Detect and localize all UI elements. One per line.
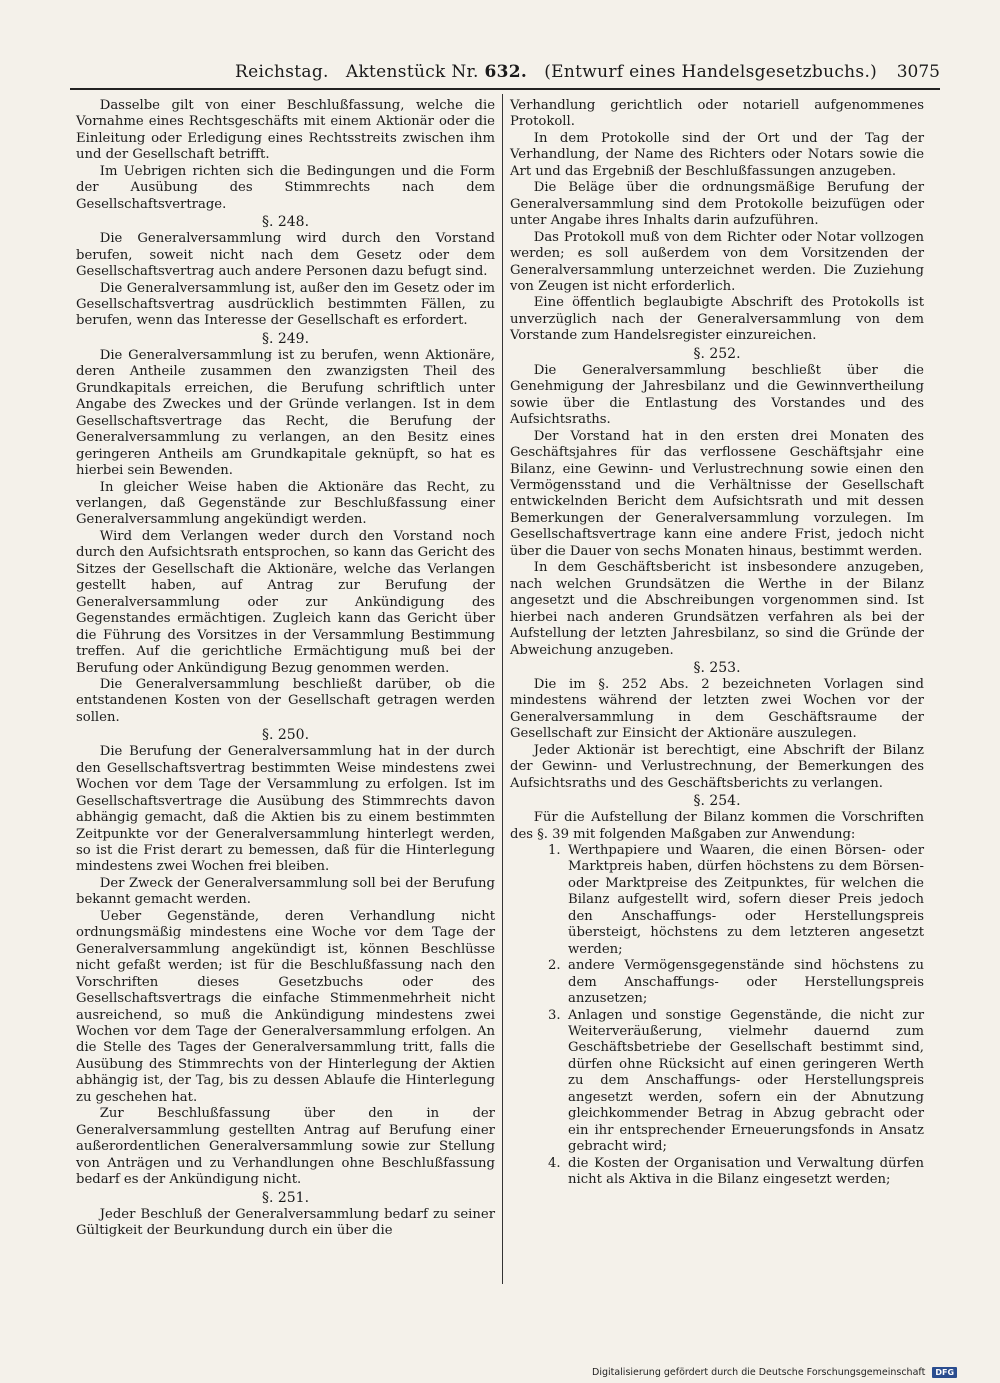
list-item xyxy=(548,1155,924,1189)
paragraph: Die Generalversammlung beschließt darüber, ob die entstandenen Kosten von der Gesellschaft getragen werden sollen. xyxy=(76,676,495,725)
header-title xyxy=(235,62,877,82)
paragraph: Die Generalversammlung wird durch den Vorstand berufen, soweit nicht nach dem Gesetz oder dem Gesellschaftsvertrag auch andere Personen dazu befugt sind. xyxy=(76,231,495,280)
page-number: 3075 xyxy=(896,62,940,82)
paragraph: Die Generalversammlung beschließt über die Genehmigung der Jahresbilanz und die Gewinnvertheilung sowie über die Entlastung des Vorstandes und des Aufsichtsraths. xyxy=(510,362,924,428)
dfg-logo: DFG xyxy=(932,1367,957,1378)
list-item-text: die Kosten der Organisation und Verwaltung dürfen nicht als Aktiva in die Bilanz eingesetzt werden; xyxy=(568,1155,924,1188)
paragraph: Jeder Beschluß der Generalversammlung bedarf zu seiner Gültigkeit der Beurkundung durch ein über die xyxy=(76,1206,495,1238)
list-item-text: andere Vermögensgegenstände sind höchstens zu dem Anschaffungs- oder Herstellungspreis anzusetzen; xyxy=(568,958,924,1007)
paragraph: Der Zweck der Generalversammlung soll bei der Berufung bekannt gemacht werden. xyxy=(76,875,495,908)
section-heading-250: §. 250. xyxy=(261,727,310,744)
list-item-number: 2. xyxy=(548,958,561,974)
section-heading-254: §. 254. xyxy=(693,793,741,810)
list-item xyxy=(548,958,924,1007)
header-aktenstueck: Aktenstück Nr. xyxy=(345,62,479,82)
section-heading-252: §. 252. xyxy=(693,345,741,362)
paragraph: Der Vorstand hat in den ersten drei Monaten des Geschäftsjahres für das verflossene Geschäftsjahr eine Bilanz, eine Gewinn- und Verlustrechnung sowie einen den Vermögensstand und die Verhältnisse der Gesellschaft entwickelnden Bericht dem Aufsichtsrath und mit dessen Bemerkungen der Generalversammlung vorzulegen. Im Gesellschaftsvertrage kann eine andere Frist, jedoch nicht über die Dauer von sechs Monaten hinaus, bestimmt werden. xyxy=(510,428,924,559)
section-heading-251: §. 251. xyxy=(261,1189,310,1206)
paragraph: Das Protokoll muß von dem Richter oder Notar vollzogen werden; es soll außerdem von dem Vorsitzenden der Generalversammlung unterzeichnet werden. Die Zuziehung von Zeugen ist nicht erforderlich. xyxy=(510,229,924,294)
header-reichstag: Reichstag. xyxy=(235,62,329,82)
paragraph: Im Uebrigen richten sich die Bedingungen und die Form der Ausübung des Stimmrechts nach dem Gesellschaftsvertrage. xyxy=(76,163,495,212)
paragraph: Ueber Gegenstände, deren Verhandlung nicht ordnungsmäßig mindestens eine Woche vor dem Tage der Generalversammlung angekündigt ist, können Beschlüsse nicht gefaßt werden; ist für die Beschlußfassung nach den Vorschriften dieses Gesetzbuchs oder des Gesellschaftsvertrags die einfache Stimmenmehrheit nicht ausreichend, so muß die Ankündigung mindestens zwei Wochen vor dem Tage der Generalversammlung erfolgen. An die Stelle des Tages der Generalversammlung tritt, falls die Ausübung des Stimmrechts von der Hinterlegung der Aktien abhängig ist, der Tag, bis zu dessen Ablaufe die Hinterlegung zu geschehen hat. xyxy=(76,908,495,1105)
list-item-number: 1. xyxy=(548,843,561,859)
paragraph: In dem Protokolle sind der Ort und der Tag der Verhandlung, der Name des Richters oder Notars sowie die Art und das Ergebniß der Beschlußfassungen anzugeben. xyxy=(510,130,924,179)
section-heading-249: §. 249. xyxy=(261,330,310,347)
paragraph: Die Berufung der Generalversammlung hat in der durch den Gesellschaftsvertrag bestimmten Weise mindestens zwei Wochen vor dem Tage der Versammlung zu erfolgen. Ist im Gesellschaftsvertrage die Ausübung des Stimmrechts davon abhängig gemacht, daß die Aktien bis zu einem bestimmten Zeitpunkte vor der Generalversammlung hinterlegt werden, so ist die Frist derart zu bemessen, daß für die Hinterlegung mindestens zwei Wochen frei bleiben. xyxy=(76,744,495,875)
paragraph: Die Generalversammlung ist zu berufen, wenn Aktionäre, deren Antheile zusammen den zwanzigsten Theil des Grundkapitals erreichen, die Berufung schriftlich unter Angabe des Zweckes und der Gründe verlangen. Ist in dem Gesellschaftsvertrage das Recht, die Berufung der Generalversammlung zu verlangen, an den Besitz eines geringeren Antheils am Grundkapitale geknüpft, so hat es hierbei sein Bewenden. xyxy=(76,347,495,479)
list-item xyxy=(548,1007,924,1156)
paragraph: Die Beläge über die ordnungsmäßige Berufung der Generalversammlung sind dem Protokolle beizufügen oder unter Angabe ihres Inhalts darin aufzuführen. xyxy=(510,180,924,229)
paragraph: Dasselbe gilt von einer Beschlußfassung, welche die Vornahme eines Rechtsgeschäfts mit einem Aktionär oder die Einleitung oder Erledigung eines Rechtsstreits zwischen ihm und der Gesellschaft betrifft. xyxy=(76,98,495,163)
column-divider xyxy=(502,94,503,1284)
paragraph: Jeder Aktionär ist berechtigt, eine Abschrift der Bilanz der Gewinn- und Verlustrechnung, der Bemerkungen des Aufsichtsraths und des Geschäftsberichts zu verlangen. xyxy=(510,742,924,791)
paragraph: Eine öffentlich beglaubigte Abschrift des Protokolls ist unverzüglich nach der Generalversammlung von dem Vorstande zum Handelsregister einzureichen. xyxy=(510,295,924,344)
header-number: 632. xyxy=(484,62,528,82)
paragraph: In gleicher Weise haben die Aktionäre das Recht, zu verlangen, daß Gegenstände zur Beschlußfassung einer Generalversammlung angekündigt werden. xyxy=(76,479,495,528)
paragraph: Wird dem Verlangen weder durch den Vorstand noch durch den Aufsichtsrath entsprochen, so kann das Gericht des Sitzes der Gesellschaft die Aktionäre, welche das Verlangen gestellt haben, auf Antrag zur Berufung der Generalversammlung oder zur Ankündigung des Gegenstandes ermächtigen. Zugleich kann das Gericht über die Führung des Vorsitzes in der Versammlung Bestimmung treffen. Auf die gerichtliche Ermächtigung muß bei der Berufung oder Ankündigung Bezug genommen werden. xyxy=(76,528,495,676)
list-item-number: 3. xyxy=(548,1007,561,1023)
header-subtitle: (Entwurf eines Handelsgesetzbuchs.) xyxy=(544,62,878,82)
paragraph: Für die Aufstellung der Bilanz kommen die Vorschriften des §. 39 mit folgenden Maßgaben zur Anwendung: xyxy=(510,810,924,842)
list-item-number: 4. xyxy=(548,1155,561,1171)
right-column xyxy=(510,98,924,1189)
section-heading-248: §. 248. xyxy=(261,214,310,231)
digitization-footer xyxy=(592,1367,957,1378)
left-column xyxy=(76,98,495,1239)
paragraph: In dem Geschäftsbericht ist insbesondere anzugeben, nach welchen Grundsätzen die Werthe in der Bilanz angesetzt und die Abschreibungen vorgenommen sind. Ist hierbei nach anderen Grundsätzen verfahren als bei der Aufstellung der letzten Jahresbilanz, so sind die Gründe der Abweichung anzugeben. xyxy=(510,560,924,658)
paragraph: Verhandlung gerichtlich oder notariell aufgenommenes Protokoll. xyxy=(510,98,924,130)
paragraph: Zur Beschlußfassung über den in der Generalversammlung gestellten Antrag auf Berufung einer außerordentlichen Generalversammlung sowie zur Stellung von Anträgen und zu Verhandlungen ohne Beschlußfassung bedarf es der Ankündigung nicht. xyxy=(76,1106,495,1188)
footer-text: Digitalisierung gefördert durch die Deutsche Forschungsgemeinschaft xyxy=(592,1367,926,1378)
paragraph: Die Generalversammlung ist, außer den im Gesetz oder im Gesellschaftsvertrag ausdrücklich bestimmten Fällen, zu berufen, wenn das Interesse der Gesellschaft es erfordert. xyxy=(76,280,495,329)
list-item xyxy=(548,843,924,958)
list-item-text: Werthpapiere und Waaren, die einen Börsen- oder Marktpreis haben, dürfen höchstens zu dem Börsen- oder Marktpreise des Zeitpunktes, für welchen die Bilanz aufgestellt wird, sofern dieser Preis jedoch den Anschaffungs- oder Herstellungspreis übersteigt, höchstens zu dem letzteren angesetzt werden; xyxy=(568,843,924,957)
numbered-list xyxy=(510,843,924,1189)
list-item-text: Anlagen und sonstige Gegenstände, die nicht zur Weiterveräußerung, vielmehr dauernd zum Geschäftsbetriebe der Gesellschaft bestimmt sind, dürfen ohne Rücksicht auf einen geringeren Werth zu dem Anschaffungs- oder Herstellungspreis angesetzt werden, sofern ein der Abnutzung gleichkommender Betrag in Abzug gebracht oder ein ihr entsprechender Erneuerungsfonds in Ansatz gebracht wird; xyxy=(568,1007,924,1155)
paragraph: Die im §. 252 Abs. 2 bezeichneten Vorlagen sind mindestens während der letzten zwei Wochen vor der Generalversammlung in dem Geschäftsraume der Gesellschaft zur Einsicht der Aktionäre auszulegen. xyxy=(510,676,924,742)
running-header xyxy=(70,58,940,90)
section-heading-253: §. 253. xyxy=(693,659,741,676)
